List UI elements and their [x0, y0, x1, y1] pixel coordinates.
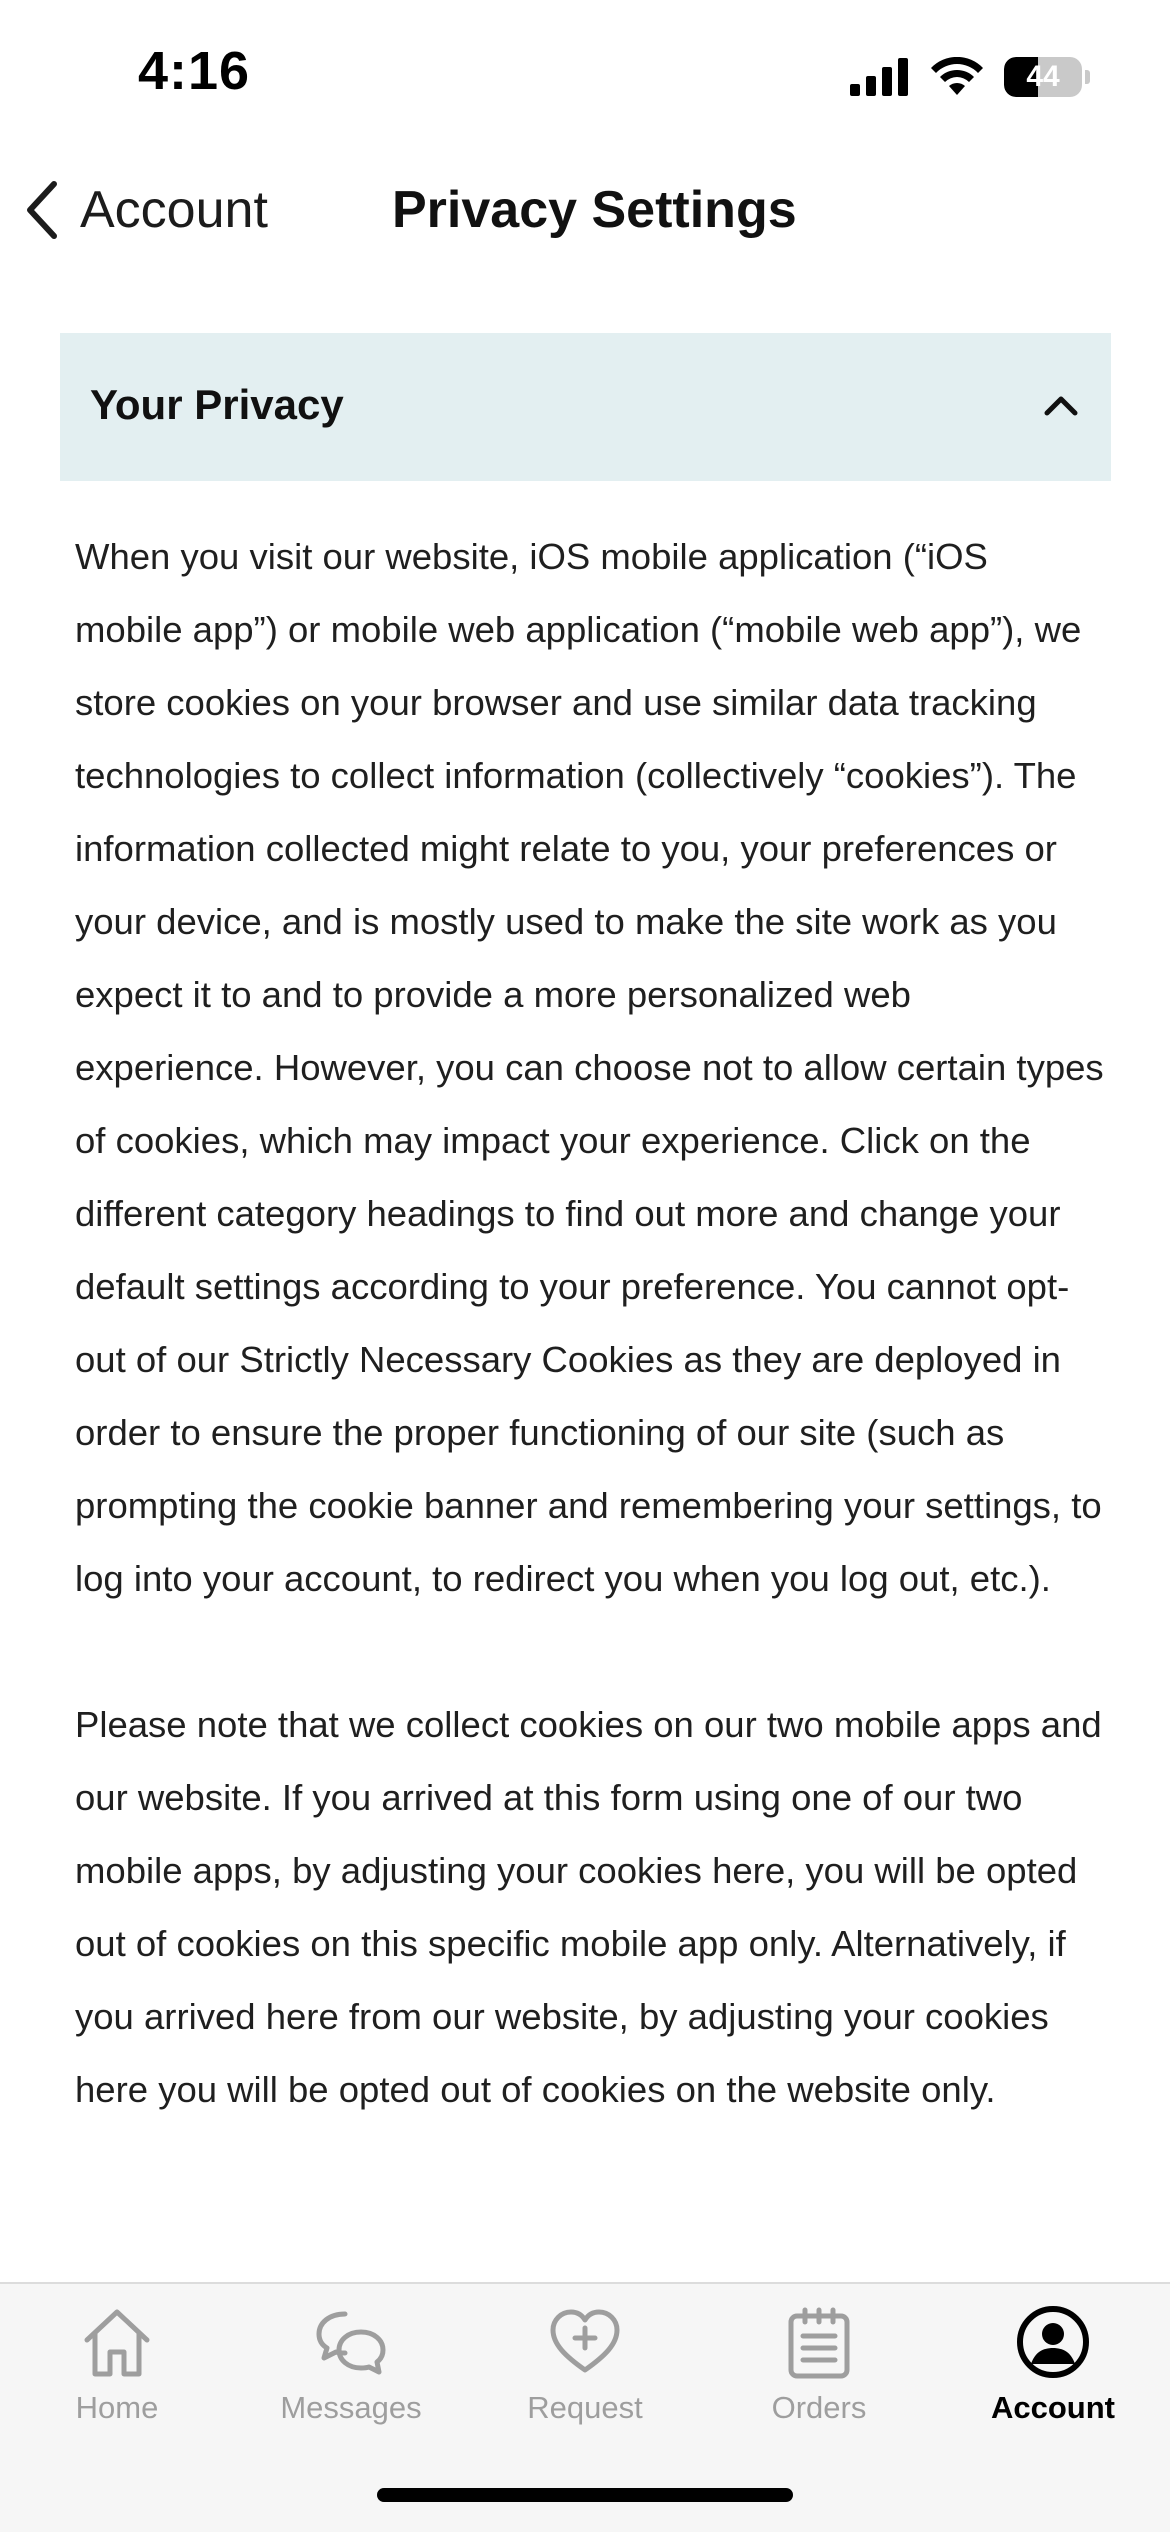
back-button[interactable]: [22, 170, 268, 250]
battery-icon: [1004, 57, 1082, 97]
signal-icon: [850, 58, 910, 96]
your-privacy-accordion-header[interactable]: [60, 333, 1111, 481]
tab-messages[interactable]: [234, 2302, 468, 2452]
account-icon: [1013, 2302, 1093, 2382]
home-indicator: [377, 2488, 793, 2502]
tab-label: Request: [527, 2390, 643, 2425]
home-icon: [77, 2302, 157, 2382]
tab-request[interactable]: [468, 2302, 702, 2452]
heart-plus-icon: [545, 2302, 625, 2382]
accordion-title: Your Privacy: [90, 381, 344, 428]
battery-cap: [1085, 70, 1090, 84]
status-bar: [0, 0, 1170, 150]
tab-home[interactable]: [0, 2302, 234, 2452]
nav-header: [0, 150, 1170, 270]
wifi-icon: [930, 57, 984, 97]
back-label: Account: [80, 181, 268, 239]
tab-account[interactable]: [936, 2302, 1170, 2452]
tab-label: Messages: [280, 2390, 422, 2425]
chevron-up-icon: [1041, 385, 1081, 425]
messages-icon: [311, 2302, 391, 2382]
tab-label: Account: [991, 2390, 1115, 2425]
page-title: Privacy Settings: [392, 181, 797, 239]
status-icons: [850, 52, 1090, 102]
status-time: 4:16: [138, 41, 251, 101]
privacy-description: [75, 520, 1105, 2126]
tab-label: Orders: [771, 2390, 867, 2425]
clipboard-icon: [779, 2302, 859, 2382]
tab-orders[interactable]: [702, 2302, 936, 2452]
chevron-left-icon: [22, 180, 62, 240]
privacy-paragraph-1: When you visit our website, iOS mobile application (“iOS mobile app”) or mobile web application (“mobile web app”), we store cookies on your browser and use similar data tracking technologies to collect information (collectively “cookies”). The information collected might relate to you, your preferences or your device, and is mostly used to make the site work as you expect it to and to provide a more personalized web experience. However, you can choose not to allow certain types of cookies, which may impact your experience. Click on the different category headings to find out more and change your default settings according to your preference. You cannot opt-out of our Strictly Necessary Cookies as they are deployed in order to ensure the proper functioning of our site (such as prompting the cookie banner and remembering your settings, to log into your account, to redirect you when you log out, etc.).: [75, 536, 1104, 1599]
tab-label: Home: [75, 2390, 159, 2425]
privacy-paragraph-2: Please note that we collect cookies on our two mobile apps and our website. If you arrived at this form using one of our two mobile apps, by adjusting your cookies here, you will be opted out of cookies on this specific mobile app only. Alternatively, if you arrived here from our website, by adjusting your cookies here you will be opted out of cookies on the website only.: [75, 1704, 1102, 2110]
battery-level: 44: [1026, 60, 1060, 93]
